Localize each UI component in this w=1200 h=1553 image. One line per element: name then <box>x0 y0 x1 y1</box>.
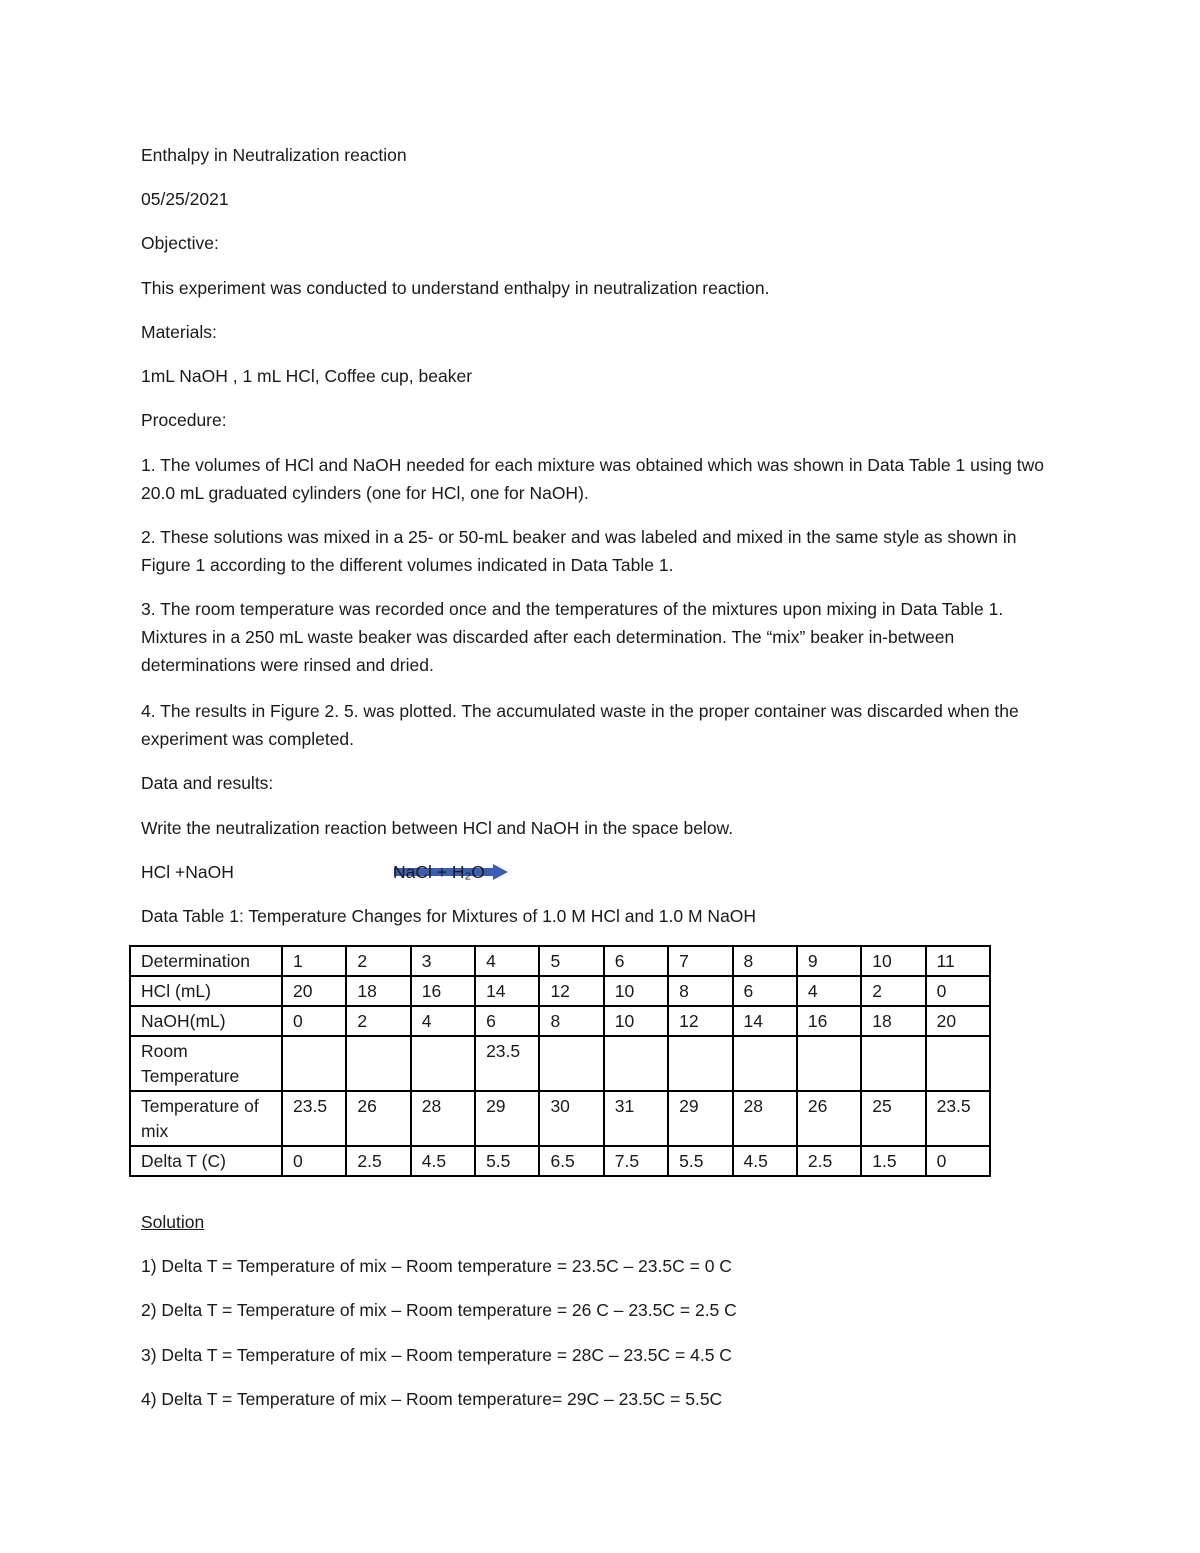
table-row <box>130 976 990 1006</box>
objective-heading: Objective: <box>141 233 219 253</box>
table-cell: 30 <box>539 1091 603 1146</box>
table-cell: 2 <box>346 946 410 976</box>
table-cell: 5 <box>539 946 603 976</box>
table-cell: 12 <box>539 976 603 1006</box>
document-title: Enthalpy in Neutralization reaction <box>141 145 407 165</box>
table-cell: 31 <box>604 1091 668 1146</box>
table-cell: 25 <box>861 1091 925 1146</box>
table-cell: 28 <box>411 1091 475 1146</box>
table-cell: 12 <box>668 1006 732 1036</box>
table-cell <box>282 1036 346 1091</box>
solution-line-2: 2) Delta T = Temperature of mix – Room temperature = 26 C – 23.5C = 2.5 C <box>141 1300 737 1320</box>
solution-line-3: 3) Delta T = Temperature of mix – Room temperature = 28C – 23.5C = 4.5 C <box>141 1345 732 1365</box>
table-cell: 2 <box>346 1006 410 1036</box>
table-cell: 2.5 <box>797 1146 861 1176</box>
table-cell <box>346 1036 410 1091</box>
materials-text: 1mL NaOH , 1 mL HCl, Coffee cup, beaker <box>141 366 473 386</box>
table-cell: 26 <box>346 1091 410 1146</box>
table-caption: Data Table 1: Temperature Changes for Mixtures of 1.0 M HCl and 1.0 M NaOH <box>141 906 757 926</box>
row-label: Temperature of mix <box>130 1091 282 1146</box>
table-cell: 23.5 <box>282 1091 346 1146</box>
table-cell <box>604 1036 668 1091</box>
data-table-1 <box>129 945 991 1177</box>
table-cell: 14 <box>733 1006 797 1036</box>
row-label: Determination <box>130 946 282 976</box>
row-label: NaOH(mL) <box>130 1006 282 1036</box>
table-cell: 4 <box>475 946 539 976</box>
table-cell: 18 <box>861 1006 925 1036</box>
row-label: HCl (mL) <box>130 976 282 1006</box>
procedure-heading: Procedure: <box>141 410 227 430</box>
solution-heading-text: Solution <box>141 1212 205 1232</box>
table-cell: 1.5 <box>861 1146 925 1176</box>
table-cell: 4.5 <box>411 1146 475 1176</box>
table-cell: 3 <box>411 946 475 976</box>
table-row <box>130 1146 990 1176</box>
table-cell: 16 <box>411 976 475 1006</box>
table-cell: 8 <box>539 1006 603 1036</box>
data-results-heading: Data and results: <box>141 773 274 793</box>
table-cell: 2 <box>861 976 925 1006</box>
procedure-step-1: 1. The volumes of HCl and NaOH needed for each mixture was obtained which was shown in Data Table 1 using two 20.0 mL graduated cylinders (one for HCl, one for NaOH). <box>141 455 1045 503</box>
table-cell: 5.5 <box>668 1146 732 1176</box>
table-cell: 10 <box>861 946 925 976</box>
table-row <box>130 946 990 976</box>
table-cell: 8 <box>733 946 797 976</box>
materials-heading: Materials: <box>141 322 217 342</box>
table-cell: 26 <box>797 1091 861 1146</box>
table-cell: 6 <box>475 1006 539 1036</box>
table-cell: 8 <box>668 976 732 1006</box>
table-cell <box>926 1036 990 1091</box>
table-cell: 7.5 <box>604 1146 668 1176</box>
table-cell: 10 <box>604 1006 668 1036</box>
table-cell: 1 <box>282 946 346 976</box>
solution-heading <box>141 1208 204 1236</box>
table-cell: 5.5 <box>475 1146 539 1176</box>
table-cell <box>861 1036 925 1091</box>
table-cell: 6.5 <box>539 1146 603 1176</box>
solution-line-4: 4) Delta T = Temperature of mix – Room temperature= 29C – 23.5C = 5.5C <box>141 1389 723 1409</box>
table-cell: 18 <box>346 976 410 1006</box>
table-cell <box>411 1036 475 1091</box>
table-cell: 16 <box>797 1006 861 1036</box>
objective-text: This experiment was conducted to understand enthalpy in neutralization reaction. <box>141 278 770 298</box>
reaction-equation <box>141 858 561 886</box>
table-cell: 4 <box>411 1006 475 1036</box>
table-row <box>130 1091 990 1146</box>
procedure-step-3: 3. The room temperature was recorded once and the temperatures of the mixtures upon mixing in Data Table 1. Mixtures in a 250 mL waste beaker was discarded after each determination. The “mix” beaker in-between determinations were rinsed and dried. <box>141 599 1004 675</box>
solution-line-1: 1) Delta T = Temperature of mix – Room temperature = 23.5C – 23.5C = 0 C <box>141 1256 732 1276</box>
table-cell: 23.5 <box>475 1036 539 1091</box>
table-cell: 2.5 <box>346 1146 410 1176</box>
table-row <box>130 1036 990 1091</box>
table-cell: 29 <box>475 1091 539 1146</box>
table-cell <box>733 1036 797 1091</box>
table-cell <box>539 1036 603 1091</box>
table-cell: 11 <box>926 946 990 976</box>
row-label: Delta T (C) <box>130 1146 282 1176</box>
procedure-step-4: 4. The results in Figure 2. 5. was plotted. The accumulated waste in the proper container was discarded when the experiment was completed. <box>141 701 1019 749</box>
table-cell: 6 <box>733 976 797 1006</box>
table-cell: 20 <box>282 976 346 1006</box>
table-cell: 4 <box>797 976 861 1006</box>
table-cell: 20 <box>926 1006 990 1036</box>
table-cell: 9 <box>797 946 861 976</box>
table-cell: 0 <box>926 976 990 1006</box>
table-cell <box>668 1036 732 1091</box>
table-cell: 29 <box>668 1091 732 1146</box>
table-cell: 28 <box>733 1091 797 1146</box>
equation-products: NaCl + H₂O <box>393 862 485 882</box>
table-cell: 6 <box>604 946 668 976</box>
table-cell: 0 <box>282 1006 346 1036</box>
procedure-step-2: 2. These solutions was mixed in a 25- or 50-mL beaker and was labeled and mixed in the same style as shown in Figure 1 according to the different volumes indicated in Data Table 1. <box>141 527 1017 575</box>
table-cell: 7 <box>668 946 732 976</box>
table-cell: 0 <box>926 1146 990 1176</box>
equation-reactants: HCl +NaOH <box>141 862 234 882</box>
table-cell: 10 <box>604 976 668 1006</box>
table-cell: 4.5 <box>733 1146 797 1176</box>
table-cell: 14 <box>475 976 539 1006</box>
document-date: 05/25/2021 <box>141 189 229 209</box>
table-cell: 0 <box>282 1146 346 1176</box>
table-cell <box>797 1036 861 1091</box>
reaction-prompt: Write the neutralization reaction between HCl and NaOH in the space below. <box>141 818 734 838</box>
table-cell: 23.5 <box>926 1091 990 1146</box>
table-row <box>130 1006 990 1036</box>
row-label: Room Temperature <box>130 1036 282 1091</box>
